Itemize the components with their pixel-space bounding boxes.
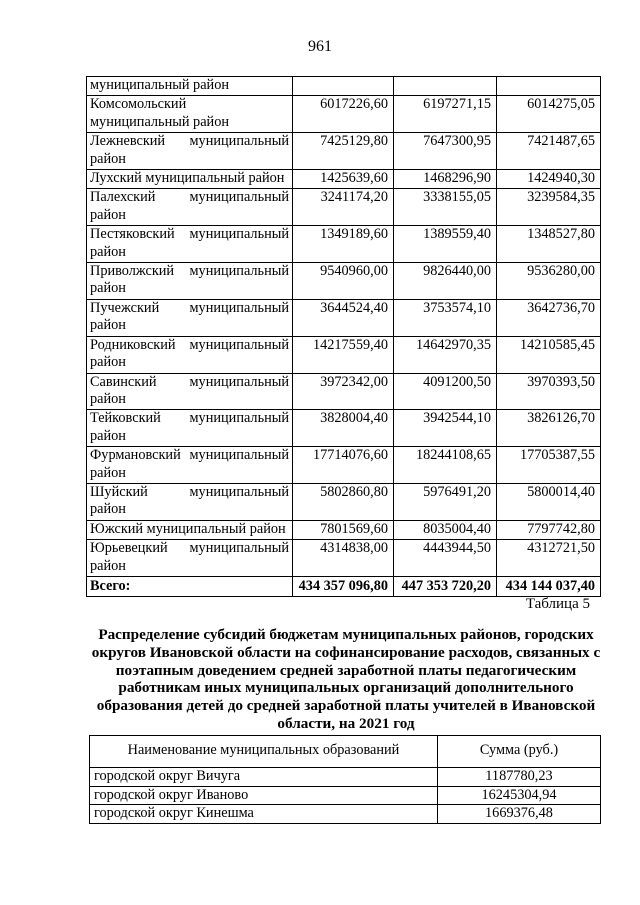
amount-cell: 3338155,05 xyxy=(394,189,497,226)
amount-cell: 1349189,60 xyxy=(293,226,394,263)
amount-cell: 1425639,60 xyxy=(293,170,394,189)
total-amount: 434 144 037,40 xyxy=(497,576,601,596)
municipality-name: Приволжский муниципальный район xyxy=(87,263,293,300)
amount-cell: 6197271,15 xyxy=(394,96,497,133)
amount-cell: 9536280,00 xyxy=(497,263,601,300)
subsidy-table-5 xyxy=(89,735,601,824)
column-header-name: Наименование муниципальных образований xyxy=(90,736,438,768)
amount-cell: 9826440,00 xyxy=(394,263,497,300)
amount-cell: 3828004,40 xyxy=(293,410,394,447)
subsidy-table-continued xyxy=(86,76,601,597)
municipality-name: Южский муниципальный район xyxy=(87,520,293,539)
table-row xyxy=(87,373,601,410)
table-row xyxy=(90,805,601,823)
amount-cell: 16245304,94 xyxy=(438,786,601,804)
municipality-name: Юрьевецкий муниципальный район xyxy=(87,540,293,577)
municipality-name: Родниковский муниципальный район xyxy=(87,336,293,373)
amount-cell: 9540960,00 xyxy=(293,263,394,300)
page-number: 961 xyxy=(308,38,332,55)
municipality-name: городской округ Иваново xyxy=(90,786,438,804)
table-row xyxy=(87,77,601,96)
amount-cell xyxy=(293,77,394,96)
table-row xyxy=(87,263,601,300)
amount-cell: 1468296,90 xyxy=(394,170,497,189)
municipality-name: Лухский муниципальный район xyxy=(87,170,293,189)
table-row xyxy=(87,170,601,189)
amount-cell: 7801569,60 xyxy=(293,520,394,539)
table-row xyxy=(87,447,601,484)
amount-cell: 4312721,50 xyxy=(497,540,601,577)
amount-cell: 3970393,50 xyxy=(497,373,601,410)
amount-cell xyxy=(497,77,601,96)
amount-cell: 6014275,05 xyxy=(497,96,601,133)
amount-cell: 7421487,65 xyxy=(497,133,601,170)
amount-cell: 3644524,40 xyxy=(293,299,394,336)
amount-cell: 4443944,50 xyxy=(394,540,497,577)
total-row xyxy=(87,576,601,596)
municipality-name: Палехский муниципальный район xyxy=(87,189,293,226)
subsidy-table-body xyxy=(87,77,601,597)
municipality-name: Пучежский муниципальный район xyxy=(87,299,293,336)
amount-cell: 5976491,20 xyxy=(394,483,497,520)
table-row xyxy=(87,483,601,520)
amount-cell: 3826126,70 xyxy=(497,410,601,447)
amount-cell: 3942544,10 xyxy=(394,410,497,447)
amount-cell: 17705387,55 xyxy=(497,447,601,484)
municipality-name: Лежневский муниципальный район xyxy=(87,133,293,170)
table-row xyxy=(90,768,601,786)
amount-cell: 17714076,60 xyxy=(293,447,394,484)
municipality-name: Фурмановский муниципальный район xyxy=(87,447,293,484)
table-row xyxy=(90,786,601,804)
table-row xyxy=(87,520,601,539)
amount-cell: 5802860,80 xyxy=(293,483,394,520)
municipality-name: Комсомольский муниципальный район xyxy=(87,96,293,133)
amount-cell: 1389559,40 xyxy=(394,226,497,263)
amount-cell: 14217559,40 xyxy=(293,336,394,373)
table-row xyxy=(87,336,601,373)
amount-cell: 3239584,35 xyxy=(497,189,601,226)
table-row xyxy=(87,226,601,263)
amount-cell: 7425129,80 xyxy=(293,133,394,170)
amount-cell: 3642736,70 xyxy=(497,299,601,336)
municipality-name: Тейковский муниципальный район xyxy=(87,410,293,447)
amount-cell: 1187780,23 xyxy=(438,768,601,786)
table-label: Таблица 5 xyxy=(525,596,590,612)
amount-cell: 14642970,35 xyxy=(394,336,497,373)
amount-cell: 1348527,80 xyxy=(497,226,601,263)
amount-cell: 8035004,40 xyxy=(394,520,497,539)
amount-cell: 14210585,45 xyxy=(497,336,601,373)
table-caption: Распределение субсидий бюджетам муниципальных районов, городских округов Ивановской области на софинансирование расходов, связанных с поэтапным доведением средней заработной платы педагогическим работникам иных муниципальных организаций дополнительного образования детей до средней заработной платы учителей в Ивановской области, на 2021 год xyxy=(91,626,601,732)
amount-cell: 4091200,50 xyxy=(394,373,497,410)
table-row xyxy=(87,133,601,170)
table-row xyxy=(87,540,601,577)
total-amount: 447 353 720,20 xyxy=(394,576,497,596)
table-row xyxy=(87,189,601,226)
table5-body xyxy=(90,768,601,823)
municipality-name: муниципальный район xyxy=(87,77,293,96)
amount-cell: 3241174,20 xyxy=(293,189,394,226)
amount-cell: 7797742,80 xyxy=(497,520,601,539)
municipality-name: Савинский муниципальный район xyxy=(87,373,293,410)
amount-cell: 5800014,40 xyxy=(497,483,601,520)
table-header-row xyxy=(90,736,601,768)
total-amount: 434 357 096,80 xyxy=(293,576,394,596)
amount-cell: 7647300,95 xyxy=(394,133,497,170)
amount-cell: 3972342,00 xyxy=(293,373,394,410)
amount-cell: 3753574,10 xyxy=(394,299,497,336)
amount-cell: 6017226,60 xyxy=(293,96,394,133)
total-label: Всего: xyxy=(87,576,293,596)
amount-cell: 4314838,00 xyxy=(293,540,394,577)
amount-cell xyxy=(394,77,497,96)
table-row xyxy=(87,410,601,447)
column-header-sum: Сумма (руб.) xyxy=(438,736,601,768)
amount-cell: 1424940,30 xyxy=(497,170,601,189)
table-row xyxy=(87,299,601,336)
municipality-name: городской округ Вичуга xyxy=(90,768,438,786)
amount-cell: 1669376,48 xyxy=(438,805,601,823)
municipality-name: городской округ Кинешма xyxy=(90,805,438,823)
municipality-name: Пестяковский муниципальный район xyxy=(87,226,293,263)
table-row xyxy=(87,96,601,133)
municipality-name: Шуйский муниципальный район xyxy=(87,483,293,520)
amount-cell: 18244108,65 xyxy=(394,447,497,484)
